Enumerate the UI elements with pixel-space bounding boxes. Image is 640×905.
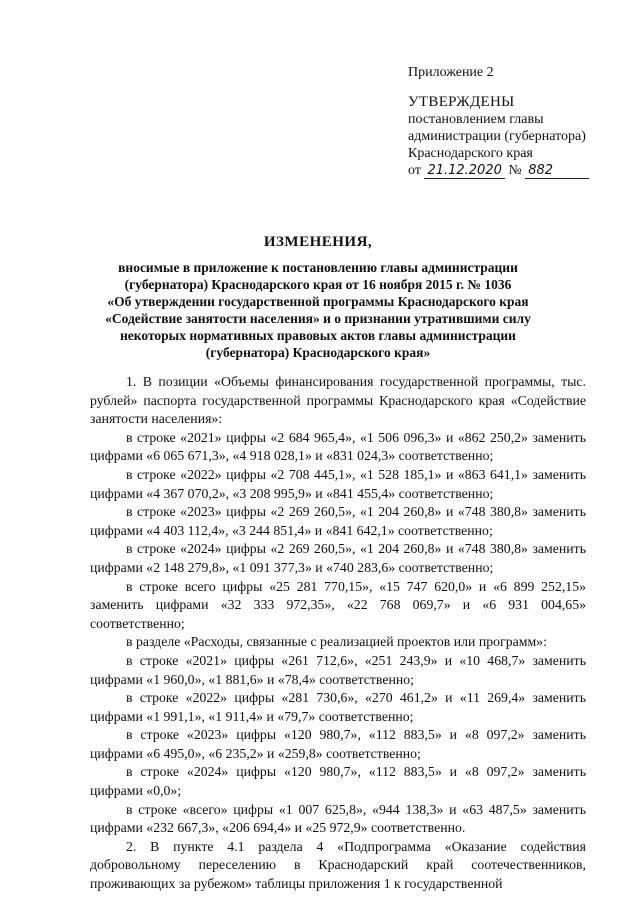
handwritten-number: 882 xyxy=(525,164,589,179)
body-paragraph: в строке «2022» цифры «281 730,6», «270 461,2» и «11 269,4» заменить цифрами «1 991,1», «1 911,4» и «79,7» соответственно; xyxy=(90,690,586,724)
title-line: некоторых нормативных правовых актов главы администрации xyxy=(120,328,516,343)
date-prefix: от xyxy=(408,163,421,178)
approval-line-3: Краснодарского края xyxy=(408,146,533,161)
document-body xyxy=(90,373,586,894)
number-sign: № xyxy=(508,163,522,178)
body-paragraph: в строке «2023» цифры «120 980,7», «112 883,5» и «8 097,2» заменить цифрами «6 495,0», «6 235,2» и «259,8» соответственно; xyxy=(90,727,586,761)
body-paragraph: 1. В позиции «Объемы финансирования государственной программы, тыс. рублей» паспорта государственной программы Краснодарского края «Содействие занятости населения»: xyxy=(90,374,586,427)
body-paragraph: в строке «2021» цифры «2 684 965,4», «1 506 096,3» и «862 250,2» заменить цифрами «6 065 671,3», «4 918 028,1» и «831 024,3» соответственно; xyxy=(90,429,586,464)
title-line: вносимые в приложение к постановлению главы администрации xyxy=(118,260,518,275)
body-paragraph: в строке «2021» цифры «261 712,6», «251 243,9» и «10 468,7» заменить цифрами «1 960,0», «1 881,6» и «78,4» соответственно; xyxy=(90,652,586,687)
body-paragraph: в строке «2024» цифры «2 269 260,5», «1 204 260,8» и «748 380,8» заменить цифрами «2 148 279,8», «1 091 377,3» и «740 283,6» соответственно; xyxy=(90,541,586,575)
title-line: (губернатора) Краснодарского края» xyxy=(205,345,431,360)
title-line: «Об утверждении государственной программы Краснодарского края xyxy=(107,294,529,309)
handwritten-date: 21.12.2020 xyxy=(424,164,504,179)
body-paragraph: в строке всего цифры «25 281 770,15», «15 747 620,0» и «6 899 252,15» заменить цифрами «32 333 972,35», «22 768 069,7» и «6 931 004,65» соответственно; xyxy=(90,578,586,631)
body-paragraph: в строке «всего» цифры «1 007 625,8», «944 138,3» и «63 487,5» заменить цифрами «232 667,3», «206 694,4» и «25 972,9» соответственно. xyxy=(90,801,586,836)
body-paragraph: 2. В пункте 4.1 раздела 4 «Подпрограмма «Оказание содействия добровольному переселению в Краснодарский край соотечественников, проживающих за рубежом» таблицы приложения 1 к государственной xyxy=(90,838,586,892)
body-paragraph: в строке «2024» цифры «120 980,7», «112 883,5» и «8 097,2» заменить цифрами «0,0»; xyxy=(90,764,586,799)
appendix-label: Приложение 2 xyxy=(408,65,494,80)
approval-line-2: администрации (губернатора) xyxy=(408,129,586,144)
body-paragraph: в разделе «Расходы, связанные с реализацией проектов или программ»: xyxy=(126,634,547,650)
approval-line-1: постановлением главы xyxy=(408,112,544,127)
approved-label: УТВЕРЖДЕНЫ xyxy=(408,94,515,110)
title-line: «Содействие занятости населения» и о признании утратившими силу xyxy=(105,311,531,326)
approval-date-line xyxy=(408,162,618,179)
title-heading: ИЗМЕНЕНИЯ, xyxy=(263,234,373,250)
approval-stamp xyxy=(408,64,618,179)
body-paragraph: в строке «2023» цифры «2 269 260,5», «1 204 260,8» и «748 380,8» заменить цифрами «4 403 112,4», «3 244 851,4» и «841 642,1» соответственно; xyxy=(90,504,586,538)
title-line: (губернатора) Краснодарского края от 16 ноября 2015 г. № 1036 xyxy=(124,277,512,292)
body-paragraph: в строке «2022» цифры «2 708 445,1», «1 528 185,1» и «863 641,1» заменить цифрами «4 367 070,2», «3 208 995,9» и «841 455,4» соответственно; xyxy=(90,466,586,501)
document-title xyxy=(88,234,548,361)
